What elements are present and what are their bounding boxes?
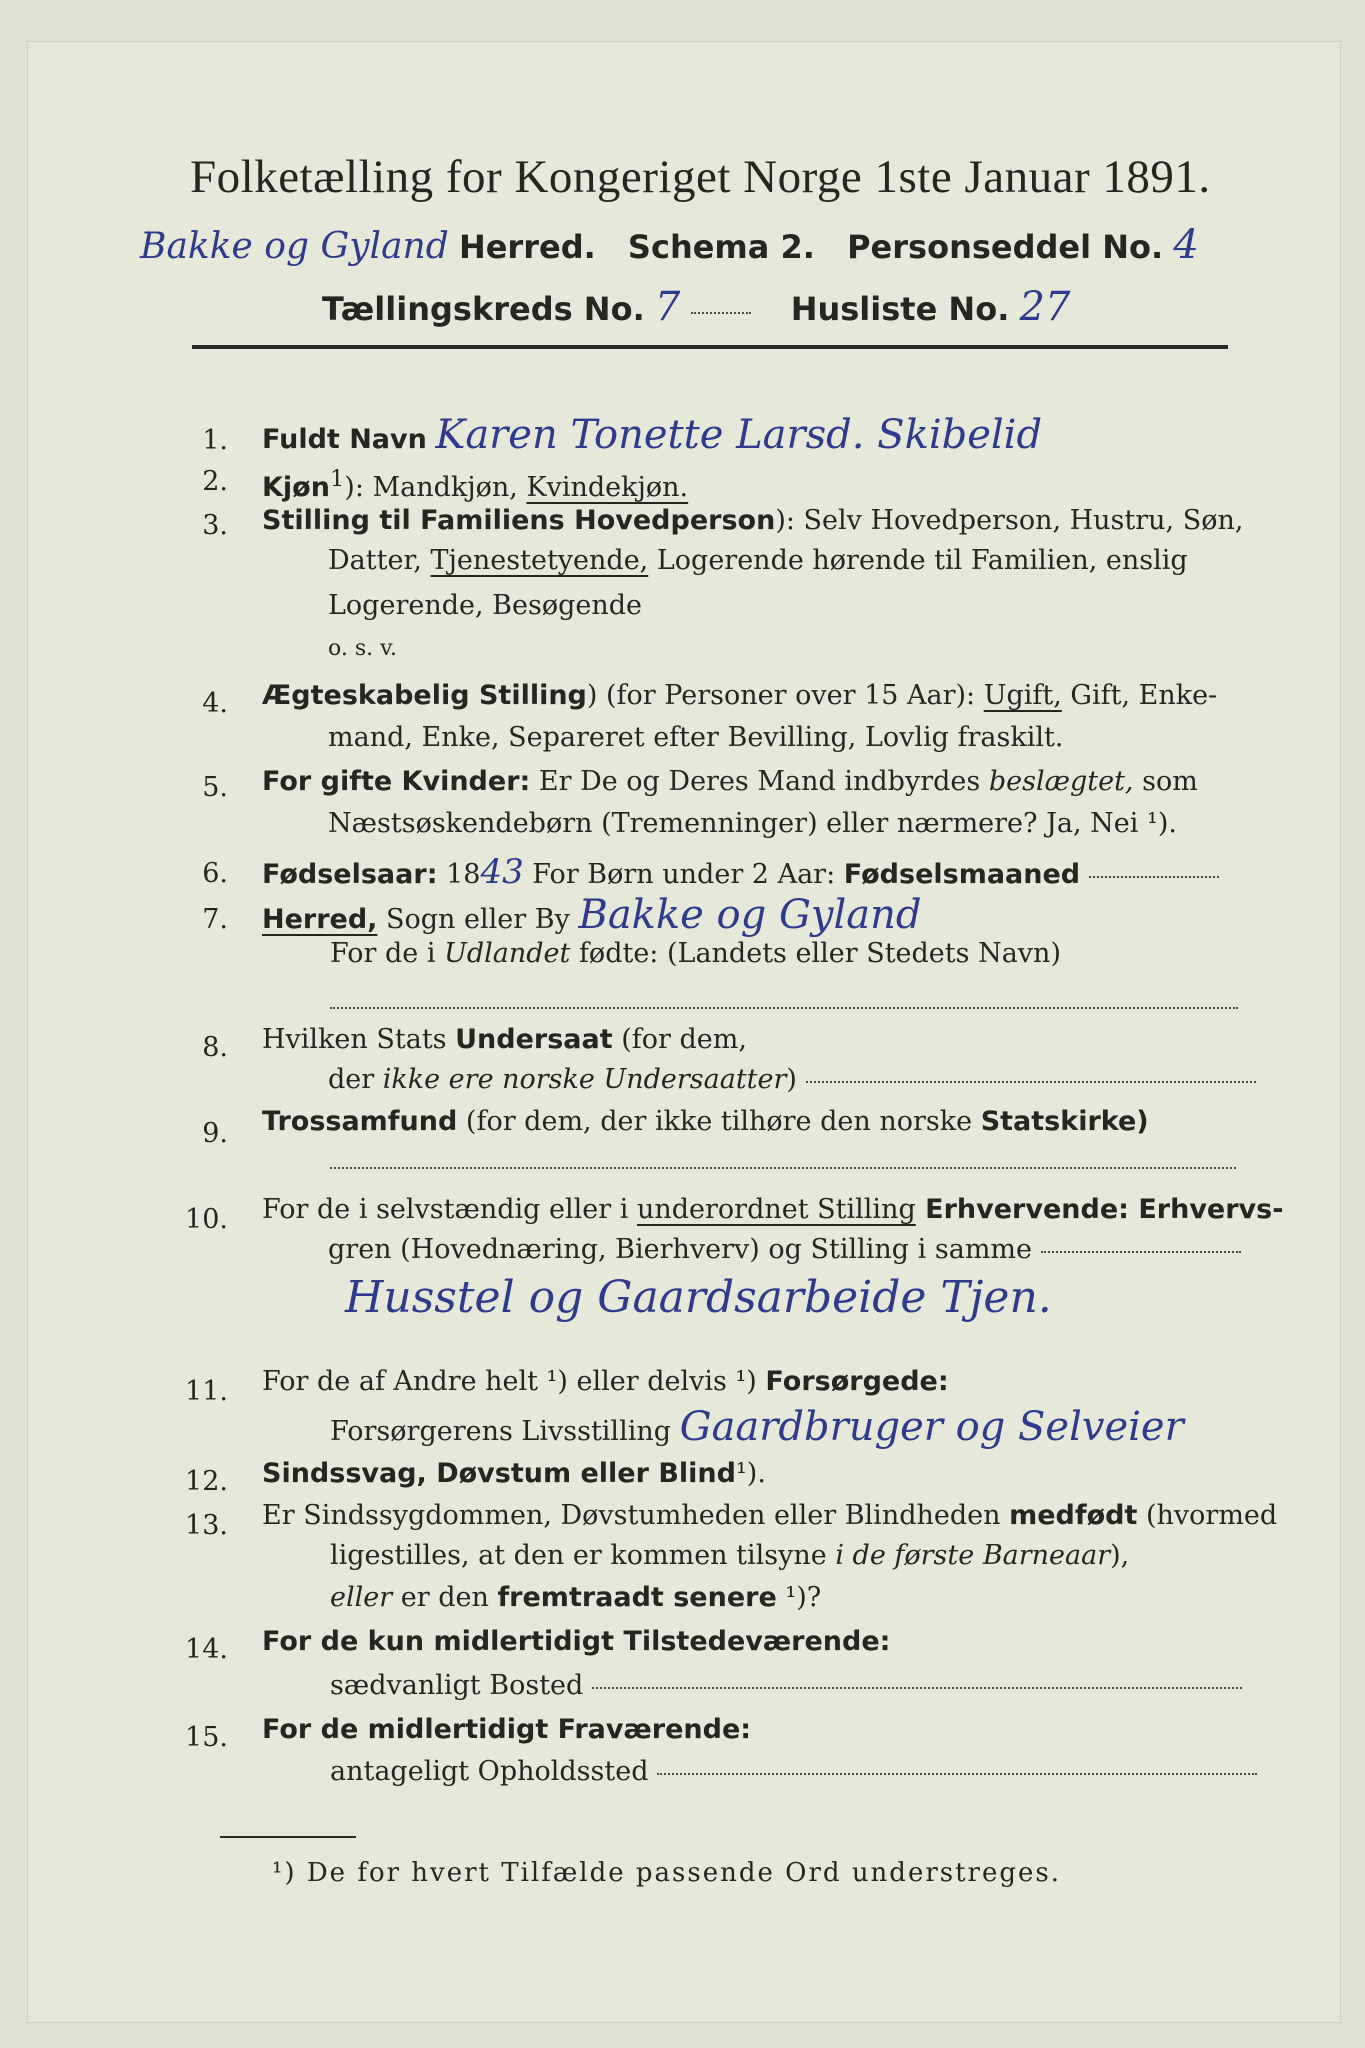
occupation-selected: underordnet Stilling: [636, 1194, 916, 1225]
schema-label: Schema 2.: [627, 228, 815, 266]
personseddel-number: 4: [1173, 222, 1199, 268]
birthplace-handwritten: Bakke og Gyland: [578, 892, 922, 938]
item-number: 2.: [202, 466, 228, 497]
item-number: 11.: [185, 1376, 228, 1407]
item-6-birth-year: [262, 852, 1219, 892]
citizenship-label: Undersaat: [455, 1024, 613, 1055]
supported-text: For de af Andre helt ¹) eller delvis ¹): [262, 1366, 766, 1397]
kreds-label: Tællingskreds No.: [322, 290, 645, 328]
birth-year-handwritten: 43: [480, 852, 524, 892]
birth-month-label: Fødselsmaaned: [843, 859, 1081, 890]
item-8-citizenship: [262, 1024, 747, 1055]
item-2-sex: [262, 466, 688, 503]
item-number: 1.: [202, 425, 228, 456]
position-selected: Tjenestetyende,: [430, 545, 649, 576]
congenital-text: Er Sindssygdommen, Døvstumheden eller Blindheden: [262, 1500, 1010, 1531]
item-15-line-2: [330, 1756, 1257, 1787]
congenital-label-2: fremtraadt senere: [497, 1582, 777, 1613]
item-8-line-2: [328, 1064, 1256, 1095]
citizenship-text: der: [328, 1064, 383, 1095]
birth-month-text: For Børn under 2 Aar:: [523, 859, 844, 890]
marital-text: Gift, Enke-: [1061, 680, 1218, 711]
full-name-handwritten: Karen Tonette Larsd. Skibelid: [435, 412, 1043, 458]
married-women-text: som: [1133, 766, 1198, 797]
item-number: 14.: [185, 1634, 228, 1665]
item-number: 5.: [202, 772, 228, 803]
item-number: 10.: [185, 1204, 228, 1235]
item-11-line-2: [330, 1404, 1184, 1450]
citizenship-text: ): [786, 1064, 797, 1095]
birth-year-prefix: 18: [437, 859, 481, 890]
position-text: Logerende hørende til Familien, enslig: [648, 545, 1188, 576]
usual-residence-text: sædvanligt Bosted: [330, 1670, 584, 1701]
item-7-line-3: [330, 990, 1238, 1021]
sex-label: Kjøn: [262, 472, 330, 503]
item-7-birthplace: [262, 892, 922, 938]
temporary-present-label: For de kun midlertidigt Tilstedeværende:: [262, 1626, 891, 1657]
citizenship-text: Hvilken Stats: [262, 1024, 456, 1055]
item-14-line-2: [330, 1670, 1242, 1701]
married-women-text: Er De og Deres Mand indbyrdes: [530, 766, 989, 797]
birthplace-label: Herred,: [262, 904, 378, 935]
header-line-2: [322, 284, 1070, 330]
congenital-text: (hvormed: [1137, 1500, 1278, 1531]
item-11-supported: [262, 1366, 949, 1397]
temporary-absent-label: For de midlertidigt Fraværende:: [262, 1714, 752, 1745]
dotted-leader: [592, 1685, 1242, 1689]
dotted-leader: [806, 1079, 1256, 1083]
sex-selected: Kvindekjøn.: [526, 472, 689, 503]
occupation-text: For de i selvstændig eller i: [262, 1194, 637, 1225]
item-12-disability: [262, 1458, 766, 1489]
birthplace-text: fødte: (Landets eller Stedets Navn): [570, 938, 1061, 969]
dotted-leader: [1041, 1249, 1241, 1253]
item-5-line-2: Næstsøskendebørn (Tremenninger) eller nærmere? Ja, Nei ¹).: [328, 808, 1177, 839]
item-10-occupation: [262, 1194, 1283, 1225]
married-women-italic: beslægtet,: [988, 766, 1134, 797]
item-number: 9.: [202, 1118, 228, 1149]
dotted-leader: [330, 1005, 1238, 1009]
disability-text: ¹).: [735, 1458, 766, 1489]
item-3-line-2: [328, 545, 1188, 576]
husliste-number: 27: [1019, 284, 1071, 330]
item-4-marital: [262, 680, 1217, 711]
personseddel-label: Personseddel No.: [847, 228, 1164, 266]
marital-label: Ægteskabelig Stilling: [262, 680, 587, 711]
congenital-text: ),: [1110, 1540, 1130, 1571]
item-13-line-2: [330, 1540, 1129, 1571]
item-10-line-2: [328, 1234, 1241, 1265]
item-number: 8.: [202, 1032, 228, 1063]
position-label: Stilling til Familiens Hovedperson: [262, 505, 776, 536]
header-line-1: [140, 222, 1199, 268]
item-3-line-4: o. s. v.: [328, 636, 397, 661]
item-3-position: [262, 505, 1243, 536]
religion-label: Trossamfund: [262, 1106, 458, 1137]
position-text: Datter,: [328, 545, 431, 576]
congenital-text: er den: [392, 1582, 498, 1613]
position-options: ): Selv Hovedperson, Hustru, Søn,: [775, 505, 1244, 536]
item-7-line-2: [330, 938, 1061, 969]
dotted-leader: [1089, 874, 1219, 878]
birthplace-text: Sogn eller By: [377, 904, 570, 935]
birthplace-italic: Udlandet: [444, 938, 571, 969]
footnote-divider: [220, 1836, 356, 1838]
item-15-temporary-absent: [262, 1714, 751, 1745]
dotted-leader: [657, 1771, 1257, 1775]
header-divider: [192, 345, 1228, 349]
congenital-text: ¹)?: [776, 1582, 822, 1613]
herred-label: Herred.: [458, 228, 596, 266]
kreds-number: 7: [654, 284, 681, 330]
occupation-text: gren (Hovednæring, Bierhverv) og Stilling i samme: [328, 1234, 1033, 1265]
probable-stay-text: antageligt Opholdssted: [330, 1756, 649, 1787]
religion-label-2: Statskirke): [980, 1106, 1149, 1137]
item-number: 3.: [202, 510, 228, 541]
footnote: ¹) De for hvert Tilfælde passende Ord understreges.: [272, 1858, 1062, 1888]
item-number: 15.: [185, 1722, 228, 1753]
marital-selected: Ugift,: [983, 680, 1062, 711]
item-9-line-2: [330, 1150, 1236, 1181]
herred-handwritten: Bakke og Gyland: [140, 226, 449, 267]
sex-options: ): Mandkjøn,: [344, 472, 527, 503]
item-9-religion: [262, 1106, 1149, 1137]
congenital-label: medfødt: [1009, 1500, 1138, 1531]
item-1-full-name: [262, 412, 1042, 458]
form-title: Folketælling for Kongeriget Norge 1ste Januar 1891.: [190, 151, 1211, 203]
birth-year-label: Fødselsaar:: [262, 859, 438, 890]
item-13-congenital: [262, 1500, 1277, 1531]
item-13-line-3: [330, 1582, 821, 1613]
birthplace-text: For de i: [330, 938, 445, 969]
item-14-temporary-present: [262, 1626, 890, 1657]
husliste-label: Husliste No.: [790, 290, 1010, 328]
occupation-handwritten: Husstel og Gaardsarbeide Tjen.: [345, 1272, 1052, 1323]
married-women-label: For gifte Kvinder:: [262, 766, 531, 797]
dotted-leader: [330, 1165, 1236, 1169]
footnote-mark: 1: [329, 466, 345, 492]
full-name-label: Fuldt Navn: [262, 424, 427, 455]
marital-text: ) (for Personer over 15 Aar):: [586, 680, 984, 711]
item-4-line-2: mand, Enke, Separeret efter Bevilling, Lovlig fraskilt.: [328, 722, 1064, 753]
dotted-leader: [691, 310, 751, 314]
item-5-married-women: [262, 766, 1198, 797]
item-number: 12.: [185, 1466, 228, 1497]
item-number: 13.: [185, 1510, 228, 1541]
item-number: 4.: [202, 688, 228, 719]
citizenship-italic: ikke ere norske Undersaatter: [382, 1064, 787, 1095]
item-3-line-3: Logerende, Besøgende: [328, 590, 642, 621]
congenital-text: ligestilles, at den er kommen tilsyne: [330, 1540, 836, 1571]
occupation-label: Erhvervende:: [915, 1194, 1129, 1225]
congenital-italic: eller: [330, 1582, 393, 1613]
item-number: 7.: [202, 904, 228, 935]
citizenship-text: (for dem,: [612, 1024, 747, 1055]
item-number: 6.: [202, 858, 228, 889]
religion-text: (for dem, der ikke tilhøre den norske: [457, 1106, 981, 1137]
item-10-line-3: [345, 1272, 1052, 1323]
congenital-italic: i de første Barneaar: [835, 1540, 1111, 1571]
occupation-label-2: Erhvervs-: [1128, 1194, 1284, 1225]
supporter-handwritten: Gaardbruger og Selveier: [679, 1404, 1184, 1450]
disability-label: Sindssvag, Døvstum eller Blind: [262, 1458, 736, 1489]
supporter-text: Forsørgerens Livsstilling: [330, 1416, 672, 1447]
supported-label: Forsørgede:: [765, 1366, 949, 1397]
